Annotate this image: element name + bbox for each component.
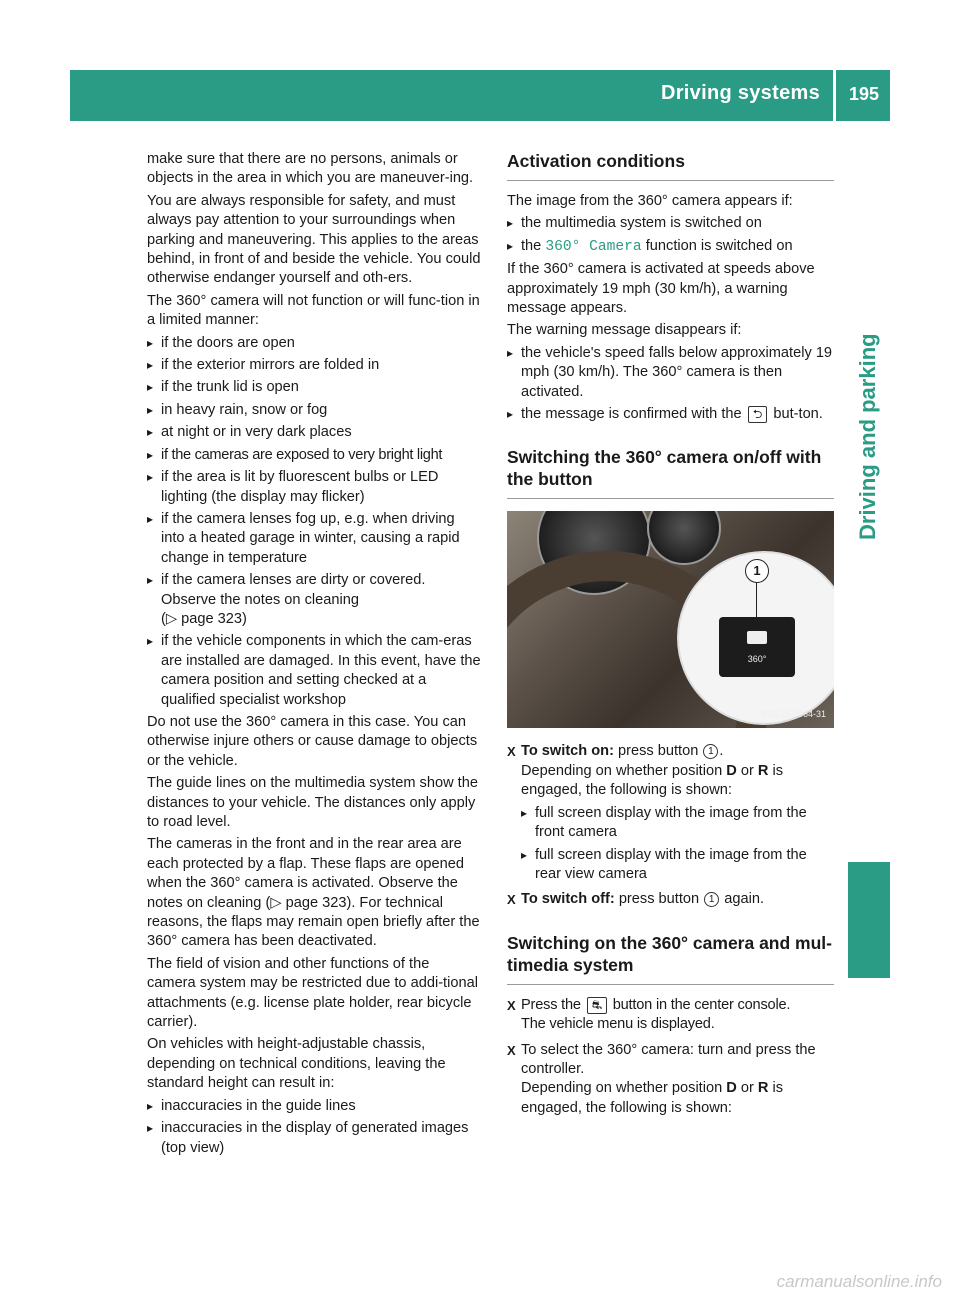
header-divider	[833, 70, 836, 121]
text: engaged, the following is shown:	[521, 1099, 732, 1116]
text: or	[736, 762, 758, 779]
list-item: ▸ if the exterior mirrors are folded in	[147, 356, 481, 375]
text: Depending on whether position	[521, 1080, 727, 1097]
callout-ref: 1	[703, 744, 718, 759]
list-item	[507, 237, 834, 257]
heading-multimedia: Switching on the 360° camera and mul-timedia system	[507, 932, 834, 985]
text: press button	[613, 743, 703, 760]
left-column	[147, 150, 481, 1158]
gear-d: D	[726, 762, 737, 779]
paragraph: The guide lines on the multimedia system show the distances to your vehicle. The distances only apply to road level.	[147, 775, 478, 830]
text: is	[768, 1080, 784, 1097]
gear-r: R	[757, 1080, 769, 1097]
callout-marker: 1	[745, 559, 769, 583]
text: Depending on whether position	[521, 762, 727, 779]
menu-function-name: 360° Camera	[545, 238, 642, 255]
list-item-text: if the camera lenses are dirty or covered. Observe the notes on cleaning	[161, 572, 426, 608]
step-switch-off	[507, 890, 834, 909]
step-switch-on	[507, 742, 834, 800]
paragraph: The cameras in the front and in the rear area are each protected by a flap. These flaps are opened when the 360° camera is activated. Observe the notes on cleaning (▷ page 323). For technical reasons, the flaps may remain open briefly after the 360° camera has been deactivated.	[147, 836, 480, 950]
watermark: carmanualsonline.info	[776, 1272, 942, 1291]
camera-icon	[747, 631, 767, 644]
paragraph: The 360° camera will not function or will func-tion in a limited manner:	[147, 292, 480, 329]
button-label: 360°	[747, 654, 767, 665]
callout-ref: 1	[704, 892, 719, 907]
text: again.	[720, 891, 765, 908]
right-column	[507, 150, 834, 1118]
step-label: To switch on:	[521, 743, 614, 760]
gear-d: D	[726, 1080, 737, 1097]
text: .	[719, 743, 724, 760]
list-item	[507, 405, 834, 424]
paragraph: The field of vision and other functions of the camera system may be restricted due to addi-tional attachments (e.g. license plate holder, rear bicycle carrier).	[147, 955, 478, 1031]
back-button-icon: ⮌	[748, 406, 768, 423]
paragraph: The warning message disappears if:	[507, 322, 742, 339]
list-item: ▸ at night or in very dark places	[147, 423, 481, 442]
steering-wheel-figure	[507, 511, 834, 728]
list-item: ▸ full screen display with the image from the rear view camera	[521, 846, 834, 885]
callout-line	[756, 583, 757, 617]
header-bar	[70, 70, 890, 121]
text: is	[768, 762, 784, 779]
step-press-button	[507, 996, 834, 1035]
vehicle-button-icon: ⛐	[587, 997, 607, 1014]
camera-button	[719, 617, 795, 677]
text: The vehicle menu is displayed.	[521, 1016, 715, 1033]
text: Press the	[521, 996, 585, 1013]
list-item: ▸ inaccuracies in the display of generated images (top view)	[147, 1119, 481, 1158]
list-item: ▸ if the vehicle components in which the cam-eras are installed are damaged. In this event, have the camera position and setting checked at a qualified specialist workshop	[147, 632, 481, 710]
figure-code: P54.25-9064-31	[761, 709, 826, 720]
list-item: ▸ inaccuracies in the guide lines	[147, 1097, 481, 1116]
list-item: ▸ if the doors are open	[147, 334, 481, 353]
side-tab-marker	[848, 862, 890, 978]
text: but-ton.	[769, 406, 823, 423]
heading-switching-button: Switching the 360° camera on/off with the button	[507, 446, 834, 499]
text: button in the center console.	[608, 996, 791, 1013]
heading-activation-conditions: Activation conditions	[507, 150, 834, 181]
text: or	[736, 1080, 758, 1097]
list-item: ▸ in heavy rain, snow or fog	[147, 401, 481, 420]
text: press button	[614, 891, 704, 908]
text: the	[521, 237, 546, 254]
paragraph: If the 360° camera is activated at speeds above approximately 19 mph (30 km/h), a warning message appears.	[507, 261, 815, 317]
list-item: ▸ full screen display with the image from the front camera	[521, 804, 834, 843]
list-item: ▸ the multimedia system is switched on	[507, 214, 834, 233]
page-reference-link[interactable]: (▷ page 323)	[161, 610, 247, 627]
step-label: To switch off:	[521, 891, 615, 908]
paragraph: make sure that there are no persons, animals or objects in the area in which you are maneuver-ing.	[147, 151, 474, 187]
text: function is switched on	[641, 237, 793, 254]
paragraph: You are always responsible for safety, and must always pay attention to your surroundings when parking and maneuvering. This applies to the areas behind, in front of and beside the vehicle. You could otherwise endanger yourself and oth-ers.	[147, 192, 481, 287]
list-item: ▸ if the cameras are exposed to very bright light	[147, 446, 481, 465]
list-item: ▸ if the camera lenses fog up, e.g. when driving into a heated garage in winter, causing a rapid change in temperature	[147, 510, 481, 568]
side-tab-label: Driving and parking	[855, 333, 880, 540]
list-item: ▸ if the area is lit by fluorescent bulbs or LED lighting (the display may flicker)	[147, 468, 481, 507]
paragraph: On vehicles with height-adjustable chassis, depending on technical conditions, leaving the standard height can result in:	[147, 1036, 446, 1092]
page-number: 195	[848, 84, 880, 104]
text: the message is confirmed with the	[521, 406, 746, 423]
paragraph: The image from the 360° camera appears if:	[507, 193, 793, 209]
list-item: ▸ the vehicle's speed falls below approximately 19 mph (30 km/h). The 360° camera is then activated.	[507, 344, 834, 402]
section-title: Driving systems	[660, 82, 820, 104]
text: To select the 360° camera: turn and press the controller.	[521, 1041, 816, 1077]
text: engaged, the following is shown:	[521, 782, 732, 799]
list-item	[147, 571, 481, 629]
step-select-camera	[507, 1041, 834, 1119]
gauge-right	[647, 511, 721, 565]
list-item: ▸ if the trunk lid is open	[147, 378, 481, 397]
gear-r: R	[757, 762, 769, 779]
paragraph: Do not use the 360° camera in this case. You can otherwise injure others or cause damage to objects or the vehicle.	[147, 713, 478, 769]
